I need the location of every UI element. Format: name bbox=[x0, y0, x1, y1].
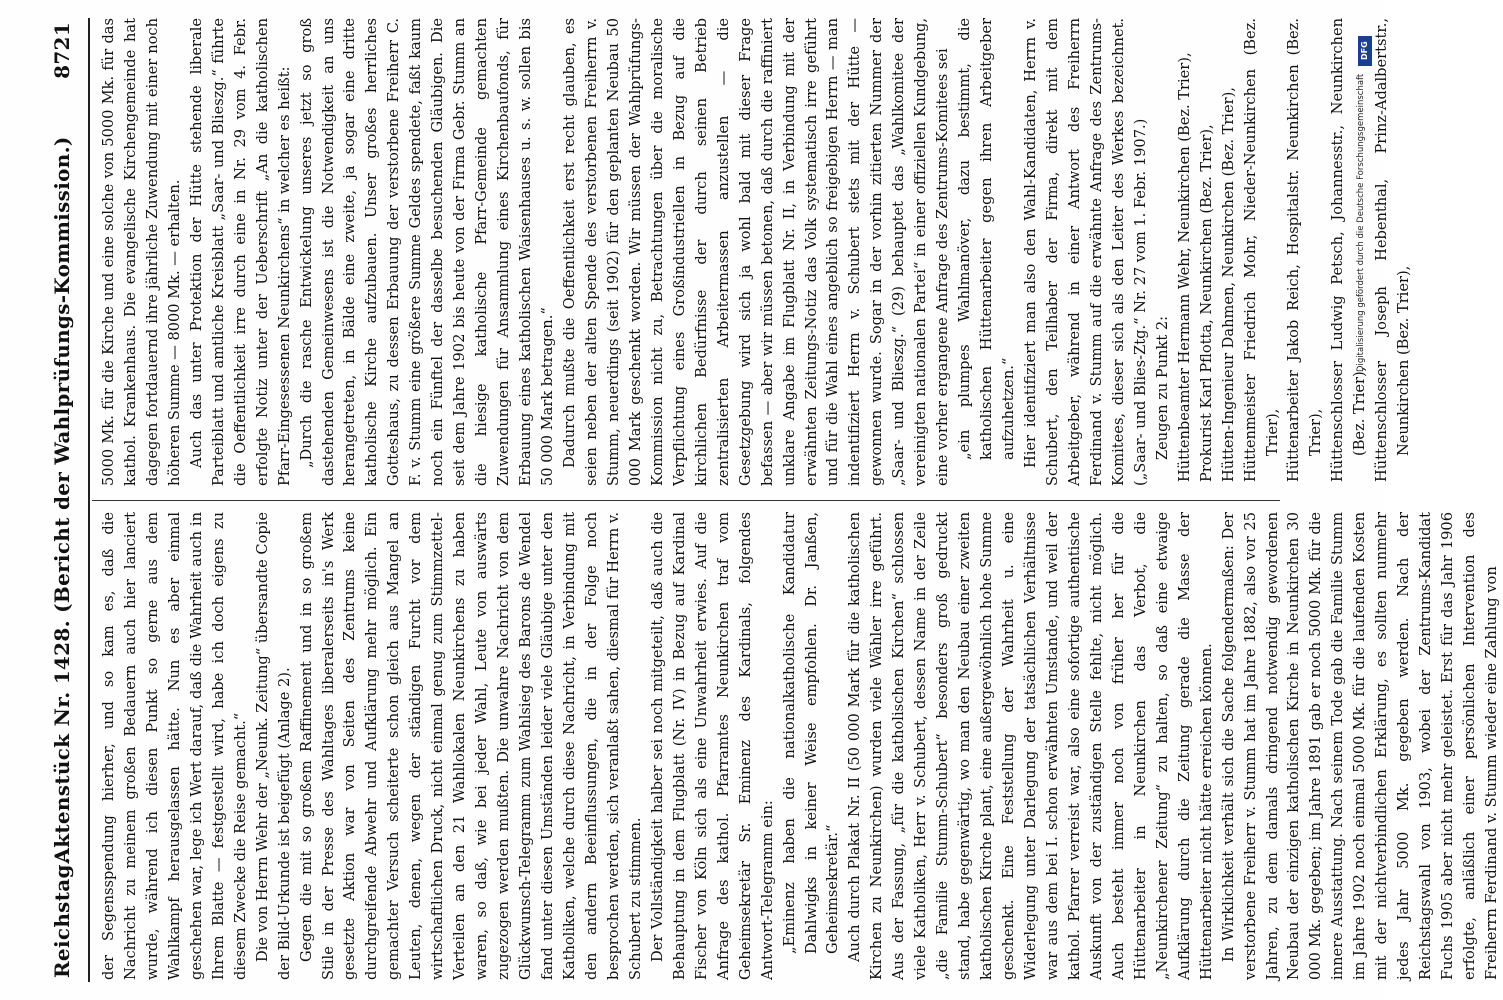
header-title: Aktenstück Nr. 1428. (Bericht der Wahlprüfungs-Kommission.) bbox=[50, 136, 74, 864]
header-rule bbox=[88, 18, 90, 982]
left-column bbox=[98, 512, 1503, 980]
list-item: Hütten-Ingenieur Dahmen, Neunkirchen (Bez. Trier), bbox=[1219, 87, 1237, 482]
list-item: Hüttenmeister Friedrich Mohr, Nieder-Neunkirchen (Bez. Trier), bbox=[1241, 18, 1281, 482]
list-item: Hüttenarbeiter Jakob Reich, Hospitalstr. Neunkirchen (Bez. Trier), bbox=[1285, 18, 1325, 482]
column-divider bbox=[92, 500, 1280, 501]
paragraph: Die von Herrn Wehr der „Neunk. Zeitung“ übersandte Copie der Bild-Urkunde ist beigefügt (Anlage 2). bbox=[253, 512, 293, 980]
quoted-telegram: „Eminenz haben die nationalkatholische Kandidatur Dahlwigks in keiner Weise empfohlen. Dr. Janßen, Geheimsekretär.“ bbox=[780, 512, 842, 954]
paragraph: Der Vollständigkeit halber sei noch mitgeteilt, daß auch die Behauptung in dem Flugblatt (Nr. IV) in Bezug auf Kardinal Fischer von Köln sich als eine Unwahrheit erwies. Auf die Anfrage des kathol. Pfarramtes Neunkirchen traf vom Geheimsekretär Sr. Eminenz des Kardinals, folgendes Antwort-Telegramm ein: bbox=[648, 512, 776, 980]
paragraph: Dadurch mußte die Oeffentlichkeit erst recht glauben, es seien neben der alten Spende des verstorbenen Freiherrn v. Stumm, neuerdings (seit 1902) für den geplanten Neubau 50 000 Mark geschenkt worden. Wir müssen der Wahlprüfungs-Kommission nicht zu, Betrachtungen über die moralische Verpflichtung eines Großindustriellen in Bezug auf die kirchlichen Bedürfnisse der durch seinen Betrieb zentralisierten Arbeitermassen anzustellen — die Gesetzgebung wird sich ja wohl bald mit dieser Frage befassen — aber wir müssen betonen, daß durch die raffiniert unklare Angabe im Flugblatt Nr. II, in Verbindung mit der erwähnten Zeitungs-Notiz das Volk systematisch irre geführt und für die Wahl eines angeblich so freigebigen Herrn — man indentifiziert Herrn v. Schubert stets mit der Hütte — gewonnen wurde. Sogar in der vorhin zitierten Nummer der „Saar- und Blieszg.“ (29) behauptet das „Wahlkomitee der vereinigten nationalen Partei“ in einer offiziellen Kundgebung, eine vorher ergangene Anfrage des Zentrums-Komitees sei bbox=[561, 18, 952, 486]
paragraph: 5000 Mk. für die Kirche und eine solche von 5000 Mk. für das kathol. Krankenhaus. Die evangelische Kirchengemeinde hat dagegen fortdauernd ihre jährliche Zuwendung mit einer noch höheren Summe — 8000 Mk. — erhalten. bbox=[100, 18, 183, 486]
dfg-logo: DFG bbox=[1358, 36, 1372, 66]
paragraph: Hier identifiziert man also den Wahl-Kandidaten, Herrn v. Schubert, den Teilhaber der Firma, direkt mit dem Arbeitgeber, während in einer Antwort des Freiherrn Ferdinand v. Stumm auf die erwähnte Anfrage des Zentrums-Komitees, dieser sich als den Leiter des Werkes bezeichnet. („Saar- und Blies-Ztg.“ Nr. 27 vom 1. Febr. 1907.) bbox=[1022, 18, 1149, 486]
digitization-note: Digitalisierung gefördert durch die Deutsche Forschungsgemeinschaft bbox=[1356, 74, 1366, 373]
digitization-sidebar bbox=[1352, 30, 1382, 980]
list-item: Hüttenbeamter Hermann Wehr, Neunkirchen (Bez. Trier), bbox=[1175, 52, 1193, 482]
paragraph: der Segensspendung hierher, und so kam es, daß die Nachricht zu meinem großen Bedauern auch hier lanciert wurde, während ich diesen Punkt so gerne aus dem Wahlkampf herausgelassen hätte. Nun es aber einmal geschehen war, lege ich Wert darauf, daß die Wahrheit auch in Ihrem Blatte — festgestellt wird, habe ich doch eigens zu diesem Zwecke die Reise gemacht.“ bbox=[100, 512, 249, 980]
paragraph: In Wirklichkeit verhält sich die Sache folgendermaßen: Der verstorbene Freiherr v. Stumm hat im Jahre 1882, also vor 25 Jahren, zu dem damals dringend notwendig gewordenen Neubau der einzigen katholischen Kirche in Neunkirchen 30 000 Mk. gegeben; im Jahre 1891 gab er noch 5000 Mk. für die innere Ausstattung. Nach seinem Tode gab die Familie Stumm im Jahre 1902 noch einmal 5000 Mk. für die laufenden Kosten mit der nichtverbindlichen Erklärung, es sollten nunmehr jedes Jahr 5000 Mk. gegeben werden. Nach der Reichstagswahl von 1903, wobei der Zentrums-Kandidat Fuchs 1905 aber nicht mehr geleistet. Erst für das Jahr 1906 erfolgte, anläßlich einer persönlichen Intervention des Freiherrn Ferdinand v. Stumm wieder eine Zahlung von bbox=[1219, 512, 1501, 980]
list-item: Hüttenschlosser Ludwig Petsch, Johannesstr., Neunkirchen (Bez. Trier), bbox=[1329, 18, 1369, 482]
header-left: Reichstag. bbox=[50, 856, 74, 978]
list-item: Hüttenschlosser Joseph Hebenthal, Prinz-Adalbertstr., Neunkirchen (Bez. Trier), bbox=[1373, 18, 1413, 482]
quoted-statement: „ein plumpes Wahlmanöver, dazu bestimmt, die katholischen Hüttenarbeiter gegen ihren Arbeitgeber aufzuhetzen.“ bbox=[956, 18, 1018, 460]
witness-heading: Zeugen zu Punkt 2: bbox=[1153, 315, 1171, 460]
quoted-notice: „Durch die rasche Entwickelung unseres jetzt so groß dastehenden Gemeinwesens ist die Notwendigkeit an uns herangetreten, in Bälde eine zweite, ja sogar eine dritte katholische Kirche aufzubauen. Unser großes herrliches Gotteshaus, zu dessen Erbauung der verstorbene Freiherr C. F. v. Stumm eine größere Summe Geldes spendete, faßt kaum noch ein Fünftel der dasselbe besuchenden Gläubigen. Die seit dem Jahre 1902 bis heute von der Firma Gebr. Stumm an die hiesige katholische Pfarr-Gemeinde gemachten Zuwendungen für Ansammlung eines Kirchenbaufonds, für Erbauung eines katholischen Waisenhauses u. s. w. sollen bis 50 000 Mark betragen.“ bbox=[297, 18, 557, 486]
paragraph: Auch das unter Protektion der Hütte stehende liberale Parteiblatt und amtliche Kreisblatt „Saar- und Blieszg.“ führte die Oeffentlichkeit irre durch eine in Nr. 29 vom 4. Febr. erfolgte Notiz unter der Ueberschrift „An die katholischen Pfarr-Eingesessenen Neunkirchens“ in welcher es heißt: bbox=[187, 18, 293, 486]
paragraph: Gegen die mit so großem Raffinement und in so großem Stile in der Presse des Wahltages liberalerseits in's Werk gesetzte Aktion war von Seiten des Zentrums keine durchgreifende Abwehr und Aufklärung mehr möglich. Ein gemachter Versuch scheiterte schon gleich aus Mangel an Leuten, denen, wegen der ständigen Furcht vor dem wirtschaftlichen Druck, nicht einmal genug zum Stimmzettel-Verteilen an den 21 Wahllokalen Neunkirchens zu haben waren, so daß, wie bei jeder Wahl, Leute von auswärts zugezogen werden mußten. Die unwahre Nachricht von dem Glückwunsch-Telegramm zum Wahlsieg des Barons de Wendel fand unter diesen Umständen leider viele Gläubige unter den Katholiken, welche durch diese Nachricht, in Verbindung mit den andern Beeinflussungen, die in der Folge noch besprochen werden, sich veranlaßt sahen, diesmal für Herrn v. Schubert zu stimmen. bbox=[297, 512, 644, 980]
page-number: 8721 bbox=[50, 22, 74, 79]
page-header bbox=[44, 22, 84, 978]
paragraph: Auch durch Plakat Nr. II (50 000 Mark für die katholischen Kirchen zu Neunkirchen) wurden viele Wähler irre geführt. Aus der Fassung, „für die katholischen Kirchen“ schlossen viele Katholiken, Herr v. Schubert, dessen Name in der Zeile „die Familie Stumm-Schubert“ besonders groß gedruckt stand, habe gegenwärtig, wo man den Neubau einer zweiten katholischen Kirche plant, eine außergewöhnlich hohe Summe geschenkt. Eine Feststellung der Wahrheit u. eine Widerlegung unter Darlegung der tatsächlichen Verhältnisse war aus dem bei I. schon erwähnten Umstande, und weil der kathol. Pfarrer verreist war, also eine sofortige authentische Auskunft von der zuständigen Stelle fehlte, nicht möglich. Auch besteht immer noch von früher her für die Hüttenarbeiter in Neunkirchen das Verbot, die „Neunkirchener Zeitung“ zu halten, so daß eine etwaige Aufklärung durch die Zeitung gerade die Masse der Hüttenarbeiter nicht hätte erreichen können. bbox=[846, 512, 1215, 980]
list-item: Prokurist Karl Pflotta, Neunkirchen (Bez. Trier), bbox=[1197, 124, 1215, 482]
right-column bbox=[98, 18, 1415, 486]
